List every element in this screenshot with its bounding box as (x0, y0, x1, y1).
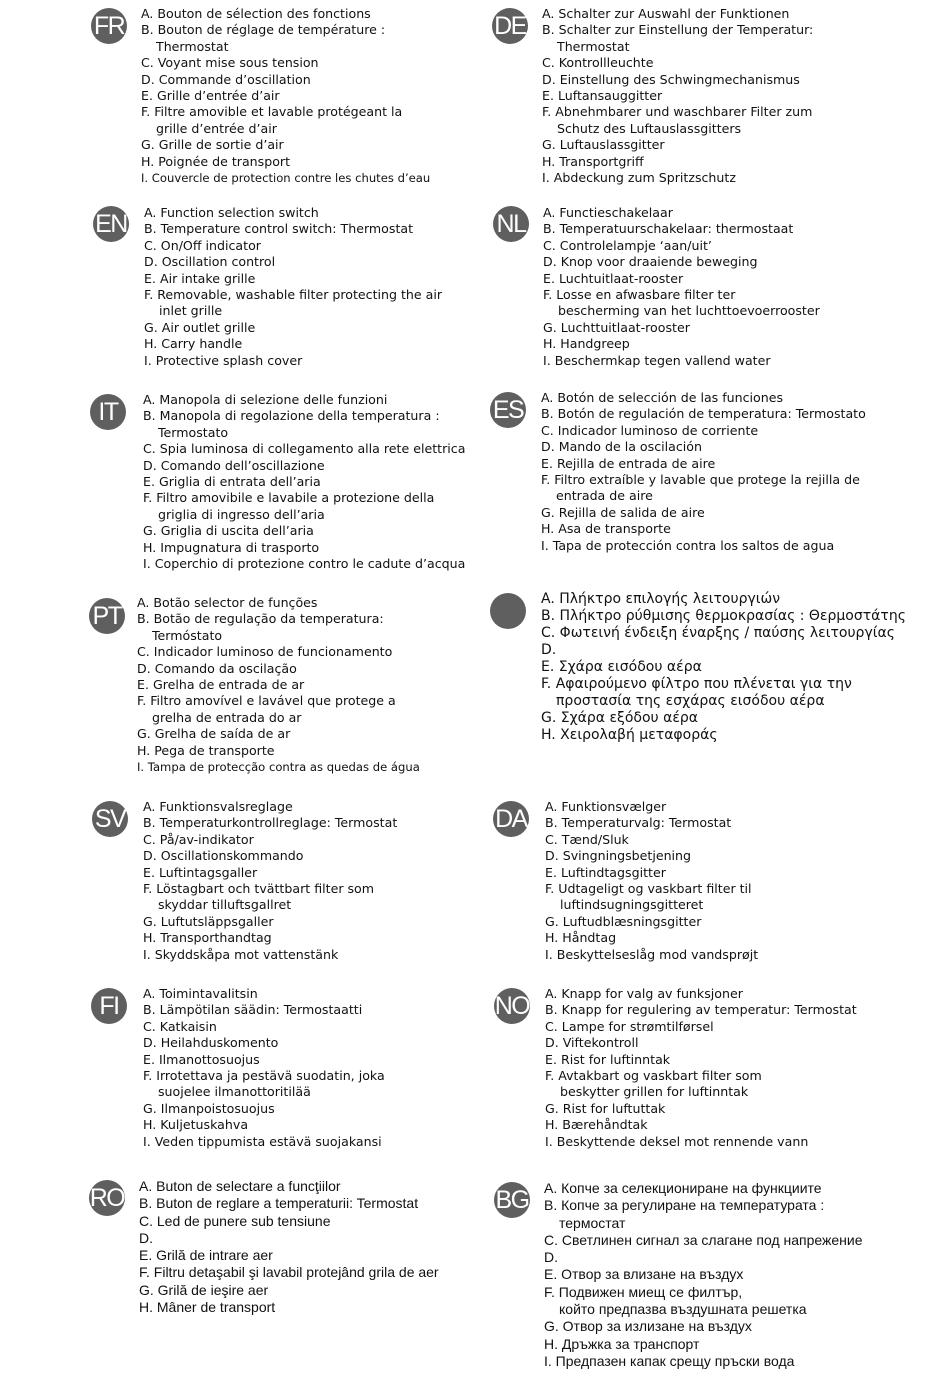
list-item: D. Comando dell’oscillazione (143, 457, 325, 473)
list-item: I. Couvercle de protection contre les chutes d’eau (141, 171, 431, 186)
item-list-gr (541, 591, 906, 744)
list-item: D. (541, 642, 557, 658)
list-item: D. Einstellung des Schwingmechanismus (542, 71, 800, 87)
list-item: F. Abnehmbarer und waschbarer Filter zum (542, 104, 813, 120)
list-item: термостат (559, 1214, 626, 1231)
list-item: B. Knapp for regulering av temperatur: Termostat (545, 1002, 857, 1018)
list-item: H. Transportgriff (542, 153, 644, 169)
list-item: B. Temperature control switch: Thermostat (144, 221, 414, 237)
list-item: B. Temperaturkontrollreglage: Termostat (143, 815, 398, 831)
list-item: D. Viftekontroll (545, 1035, 639, 1051)
language-badge-no: NO (494, 988, 530, 1024)
list-item: H. Asa de transporte (541, 521, 671, 537)
list-item: skyddar tilluftsgallret (158, 897, 292, 913)
list-item: E. Grilă de intrare aer (139, 1247, 273, 1264)
list-item: A. Bouton de sélection des fonctions (141, 6, 371, 21)
list-item: H. Poignée de transport (141, 153, 291, 169)
list-item: C. Spia luminosa di collegamento alla rete elettrica (143, 441, 466, 457)
list-item: G. Grelha de saída de ar (137, 726, 291, 742)
list-item: C. På/av-indikator (143, 831, 254, 847)
list-item: H. Kuljetuskahva (143, 1117, 249, 1133)
list-item: F. Losse en afwasbare filter ter (543, 287, 736, 303)
list-item: I. Protective splash cover (144, 352, 303, 368)
list-item: C. Controlelampje ‘aan/uit’ (543, 237, 712, 253)
list-item: I. Abdeckung zum Spritzschutz (542, 170, 736, 186)
list-item: F. Udtageligt og vaskbart filter til (545, 881, 752, 897)
list-item: F. Irrotettava ja pestävä suodatin, joka (143, 1068, 385, 1084)
item-list-fi (143, 986, 385, 1150)
list-item: grille d’entrée d’air (156, 120, 277, 136)
list-item: D. (544, 1249, 558, 1266)
list-item: F. Filtro amovível e lavável que protege a (137, 693, 396, 709)
list-item: C. Katkaisin (143, 1018, 217, 1034)
list-item: E. Luftintagsgaller (143, 864, 258, 880)
item-list-sv (143, 799, 397, 963)
list-item: προστασία της εσχάρας εισόδου αέρα (556, 693, 825, 709)
list-item: I. Tapa de protección contra los saltos de agua (541, 537, 835, 553)
list-item: bescherming van het luchttoevoerrooster (558, 303, 820, 319)
list-item: E. Ilmanottosuojus (143, 1051, 260, 1067)
list-item: G. Rejilla de salida de aire (541, 504, 705, 520)
item-list-nl (543, 205, 820, 369)
list-item: I. Tampa de protecção contra as quedas de água (137, 760, 420, 775)
list-item: C. Voyant mise sous tension (141, 55, 319, 71)
list-item: G. Grille de sortie d’air (141, 137, 284, 153)
list-item: E. Grelha de entrada de ar (137, 677, 305, 693)
list-item: H. Transporthandtag (143, 930, 272, 946)
list-item: D. Knop voor draaiende beweging (543, 254, 758, 270)
language-badge-it: IT (90, 394, 126, 430)
list-item: E. Luftansauggitter (542, 88, 663, 104)
list-item: F. Αφαιρούμενο φίλτρο που πλένεται για την (541, 676, 852, 692)
list-item: I. Beschermkap tegen vallend water (543, 352, 771, 368)
list-item: D. Comando da oscilação (137, 660, 297, 676)
list-item: I. Skyddskåpa mot vattenstänk (143, 946, 339, 962)
list-item: G. Ilmanpoistosuojus (143, 1100, 275, 1116)
language-badge-es: ES (490, 392, 526, 428)
list-item: Thermostat (557, 38, 630, 54)
list-item: H. Mâner de transport (139, 1299, 276, 1316)
language-badge-pt: PT (89, 598, 125, 634)
list-item: I. Beskyttelseslåg mod vandsprøjt (545, 946, 759, 962)
list-item: F. Avtakbart og vaskbart filter som (545, 1068, 762, 1084)
list-item: A. Functieschakelaar (543, 205, 673, 220)
list-item: H. Bærehåndtak (545, 1117, 648, 1133)
list-item: B. Buton de reglare a temperaturii: Termostat (139, 1195, 419, 1212)
list-item: A. Πλήκτρο επιλογής λειτουργιών (541, 591, 781, 607)
language-badge-bg: BG (494, 1182, 530, 1218)
list-item: E. Отвор за влизане на въздух (544, 1266, 744, 1283)
list-item: C. Светлинен сигнал за слагане под напрежение (544, 1231, 863, 1248)
language-badge-fr: FR (91, 8, 127, 44)
list-item: E. Σχάρα εισόδου αέρα (541, 659, 702, 675)
list-item: E. Air intake grille (144, 270, 256, 286)
list-item: H. Håndtag (545, 930, 617, 946)
list-item: B. Bouton de réglage de température : (141, 22, 386, 38)
list-item: beskytter grillen for luftinntak (560, 1084, 749, 1100)
list-item: C. Indicador luminoso de corriente (541, 422, 759, 438)
list-item: A. Schalter zur Auswahl der Funktionen (542, 6, 790, 21)
language-badge-de: DE (492, 8, 528, 44)
language-badge-da: DA (493, 801, 529, 837)
list-item: F. Löstagbart och tvättbart filter som (143, 881, 375, 897)
list-item: D. Commande d’oscillation (141, 71, 311, 87)
item-list-ro (139, 1178, 439, 1316)
list-item: D. (139, 1229, 153, 1246)
list-item: B. Копче за регулиране на температурата : (544, 1197, 825, 1214)
item-list-it (143, 392, 465, 572)
language-badge-nl: NL (493, 206, 529, 242)
list-item: H. Carry handle (144, 336, 243, 352)
list-item: A. Копче за селекциониране на функциите (544, 1180, 822, 1196)
list-item: E. Rist for luftinntak (545, 1051, 671, 1067)
list-item: Termóstato (152, 627, 223, 643)
list-item: I. Предпазен капак срещу пръски вода (544, 1352, 795, 1369)
list-item: A. Funktionsvælger (545, 799, 667, 814)
list-item: F. Подвижен миещ се филтър, (544, 1283, 743, 1300)
list-item: I. Coperchio di protezione contro le cadute d’acqua (143, 556, 466, 572)
list-item: G. Luftutsläppsgaller (143, 913, 274, 929)
list-item: F. Filtre amovible et lavable protégeant la (141, 104, 403, 120)
list-item: A. Manopola di selezione delle funzioni (143, 392, 388, 407)
list-item: C. Indicador luminoso de funcionamento (137, 644, 393, 660)
list-item: H. Дръжка за транспорт (544, 1335, 700, 1352)
list-item: Thermostat (156, 38, 229, 54)
list-item: който предпазва въздушната решетка (559, 1301, 807, 1318)
list-item: entrada de aire (556, 488, 653, 504)
language-badge-gr (490, 593, 526, 629)
list-item: E. Rejilla de entrada de aire (541, 455, 716, 471)
list-item: B. Temperatuurschakelaar: thermostaat (543, 221, 794, 237)
list-item: Schutz des Luftauslassgitters (557, 120, 742, 136)
list-item: luftindsugningsgitteret (560, 897, 704, 913)
list-item: B. Manopola di regolazione della temperatura : (143, 408, 440, 424)
list-item: G. Griglia di uscita dell’aria (143, 523, 314, 539)
list-item: A. Funktionsvalsreglage (143, 799, 293, 814)
item-list-da (545, 799, 758, 963)
language-badge-fi: FI (91, 988, 127, 1024)
list-item: B. Botão de regulação da temperatura: (137, 611, 384, 627)
list-item: C. Led de punere sub tensiune (139, 1212, 331, 1229)
list-item: C. Lampe for strømtilførsel (545, 1018, 714, 1034)
list-item: B. Lämpötilan säädin: Termostaatti (143, 1002, 363, 1018)
list-item: C. Tænd/Sluk (545, 831, 629, 847)
list-item: D. Heilahduskomento (143, 1035, 279, 1051)
list-item: G. Rist for luftuttak (545, 1100, 666, 1116)
list-item: A. Botón de selección de las funciones (541, 390, 784, 405)
list-item: A. Knapp for valg av funksjoner (545, 986, 743, 1001)
list-item: I. Veden tippumista estävä suojakansi (143, 1133, 382, 1149)
list-item: G. Air outlet grille (144, 319, 256, 335)
language-badge-ro: RO (89, 1180, 125, 1216)
list-item: A. Toimintavalitsin (143, 986, 258, 1001)
list-item: F. Filtro amovibile e lavabile a protezione della (143, 490, 435, 506)
list-item: A. Botão selector de funções (137, 595, 318, 610)
list-item: D. Oscillationskommando (143, 848, 304, 864)
list-item: D. Mando de la oscilación (541, 439, 702, 455)
item-list-en (144, 205, 442, 369)
list-item: E. Luftindtagsgitter (545, 864, 666, 880)
item-list-pt (137, 595, 420, 775)
list-item: B. Πλήκτρο ρύθμισης θερμοκρασίας : Θερμοστάτης (541, 608, 906, 624)
list-item: H. Handgreep (543, 336, 630, 352)
item-list-fr (141, 6, 430, 186)
list-item: F. Filtro extraíble y lavable que protege la rejilla de (541, 472, 860, 488)
list-item: griglia di ingresso dell’aria (158, 506, 325, 522)
list-item: E. Luchtuitlaat-rooster (543, 270, 684, 286)
list-item: E. Grille d’entrée d’air (141, 88, 280, 104)
list-item: H. Pega de transporte (137, 742, 275, 758)
list-item: G. Отвор за излизане на въздух (544, 1318, 752, 1335)
list-item: Termostato (158, 424, 229, 440)
list-item: G. Luftudblæsningsgitter (545, 913, 702, 929)
list-item: H. Impugnatura di trasporto (143, 539, 320, 555)
list-item: G. Σχάρα εξόδου αέρα (541, 710, 699, 726)
item-list-bg (544, 1180, 863, 1370)
list-item: C. On/Off indicator (144, 237, 261, 253)
list-item: F. Filtru detaşabil şi lavabil protejând grila de aer (139, 1264, 439, 1281)
list-item: G. Grilă de ieşire aer (139, 1281, 269, 1298)
language-badge-en: EN (93, 206, 129, 242)
list-item: D. Svingningsbetjening (545, 848, 692, 864)
language-badge-sv: SV (92, 801, 128, 837)
list-item: grelha de entrada do ar (152, 709, 302, 725)
list-item: A. Function selection switch (144, 205, 319, 220)
list-item: C. Φωτεινή ένδειξη έναρξης / παύσης λειτουργίας (541, 625, 895, 641)
list-item: I. Beskyttende deksel mot rennende vann (545, 1133, 809, 1149)
list-item: A. Buton de selectare a funcţiilor (139, 1178, 341, 1194)
list-item: C. Kontrollleuchte (542, 55, 654, 71)
list-item: G. Luchttuitlaat-rooster (543, 319, 690, 335)
list-item: G. Luftauslassgitter (542, 137, 665, 153)
list-item: B. Temperaturvalg: Termostat (545, 815, 732, 831)
item-list-de (542, 6, 813, 186)
list-item: inlet grille (159, 303, 223, 319)
list-item: F. Removable, washable filter protecting the air (144, 287, 443, 303)
list-item: H. Χειρολαβή μεταφοράς (541, 727, 718, 743)
item-list-es (541, 390, 866, 554)
list-item: E. Griglia di entrata dell’aria (143, 474, 321, 490)
list-item: B. Botón de regulación de temperatura: Termostato (541, 406, 866, 422)
list-item: D. Oscillation control (144, 254, 276, 270)
list-item: B. Schalter zur Einstellung der Temperatur: (542, 22, 814, 38)
list-item: suojelee ilmanottoritilää (158, 1084, 311, 1100)
item-list-no (545, 986, 857, 1150)
